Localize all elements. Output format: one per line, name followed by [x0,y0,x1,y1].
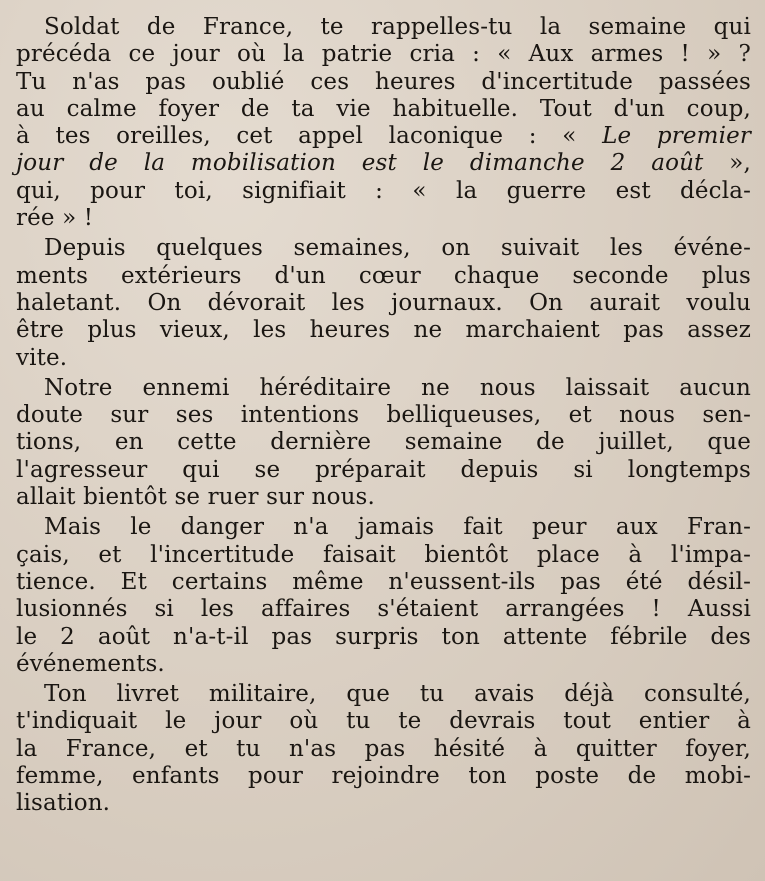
text-line: t'indiquait le jour où tu te devrais tout entier à [16,708,751,735]
text-line: lisation. [16,790,111,817]
text-line: le 2 août n'a-t-il pas surpris ton attente fébrile des [16,623,751,650]
text-line: rée » ! [16,205,94,232]
text-line: événements. [16,650,165,677]
text-line: Tu n'as pas oublié ces heures d'incertitude passées [16,68,751,95]
text-line: tions, en cette dernière semaine de juillet, que [16,429,751,456]
text-line: au calme foyer de ta vie habituelle. Tout d'un coup, [16,95,751,122]
text-segment: », [703,150,751,177]
text-line: lusionnés si les affaires s'étaient arrangées ! Aussi [16,596,751,623]
text-line: la France, et tu n'as pas hésité à quitter foyer, [16,735,751,762]
text-segment: à tes oreilles, cet appel laconique : « [16,123,603,150]
paragraph-3 [16,375,751,511]
text-line: çais, et l'incertitude faisait bientôt place à l'impa- [16,541,751,568]
text-line: Ton livret militaire, que tu avais déjà consulté, [44,681,751,708]
text-line: l'agresseur qui se préparait depuis si longtemps [16,456,751,483]
paragraph-1 [16,14,751,232]
text-line: ments extérieurs d'un cœur chaque seconde plus [16,262,751,289]
text-line: Depuis quelques semaines, on suivait les événe- [44,235,751,262]
paragraph-4 [16,514,751,678]
text-line: Soldat de France, te rappelles-tu la semaine qui [44,14,751,40]
text-line: Mais le danger n'a jamais fait peur aux Fran- [44,514,751,541]
text-line: être plus vieux, les heures ne marchaient pas assez [16,317,751,344]
text-line: précéda ce jour où la patrie cria : « Aux armes ! » ? [16,41,751,68]
text-line: qui, pour toi, signifiait : « la guerre est décla- [16,177,751,204]
paragraph-5 [16,681,751,817]
text-line: haletant. On dévorait les journaux. On aurait voulu [16,289,751,316]
text-line: Notre ennemi héréditaire ne nous laissait aucun [44,374,751,401]
text-line: femme, enfants pour rejoindre ton poste de mobi- [16,763,751,790]
text-line: doute sur ses intentions belliqueuses, et nous sen- [16,402,751,429]
text-line: tience. Et certains même n'eussent-ils pas été désil- [16,568,751,595]
text-line: vite. [16,344,68,371]
italic-text: jour de la mobilisation est le dimanche 2 août [16,150,704,177]
paragraph-2 [16,235,751,371]
text-line: allait bientôt se ruer sur nous. [16,484,375,511]
italic-text: Le premier [602,123,752,150]
text-line-mixed [16,150,751,177]
text-line-mixed [16,123,751,150]
